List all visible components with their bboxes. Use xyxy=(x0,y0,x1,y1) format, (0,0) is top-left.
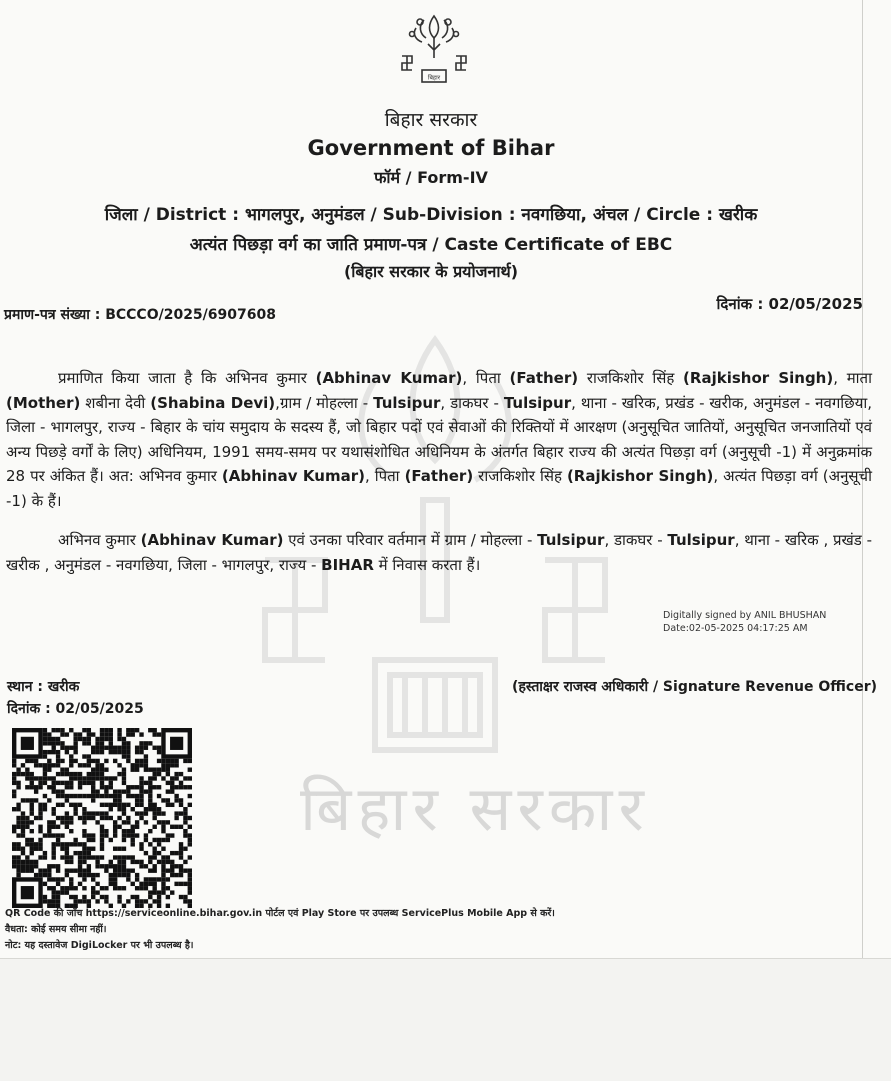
p2-name: (Abhinav Kumar) xyxy=(140,531,284,549)
residence-paragraph xyxy=(6,528,872,577)
emblem-label: बिहार xyxy=(427,74,441,82)
place: स्थान : खरीक xyxy=(7,679,80,695)
p2-text: , डाकघर - xyxy=(604,531,668,549)
digilocker-note: नोट: यह दस्तावेज DigiLocker पर भी उपलब्ध है। xyxy=(5,940,194,951)
p1-village: Tulsipur xyxy=(373,393,441,412)
digital-signature-signer: Digitally signed by ANIL BHUSHAN xyxy=(663,610,827,621)
place-date-block xyxy=(7,676,144,720)
watermark-text: बिहार सरकार xyxy=(300,772,650,845)
p1-text: राजकिशोर सिंह xyxy=(578,369,684,387)
signature-label: (हस्ताक्षर राजस्व अधिकारी / Signature Revenue Officer) xyxy=(512,679,877,695)
p1-text: प्रमाणित किया जाता है कि अभिनव कुमार xyxy=(58,369,316,387)
p1-text: , अत्यंत पिछड़ा वर्ग (अनुसूची -1) के हैं। xyxy=(6,467,872,510)
form-label: फॉर्म / Form-IV xyxy=(374,168,488,187)
p1-father-name: (Rajkishor Singh) xyxy=(683,369,834,387)
p2-state: BIHAR xyxy=(321,555,374,574)
p1-mother-label: (Mother) xyxy=(6,393,81,412)
district-line: जिला / District : भागलपुर, अनुमंडल / Sub-Division : नवगछिया, अंचल / Circle : खरीक xyxy=(104,205,758,225)
footer-notes xyxy=(5,906,555,954)
p2-post-office: Tulsipur xyxy=(667,531,735,549)
p2-text: में निवास करता हैं। xyxy=(373,555,481,574)
p1-father-label: (Father) xyxy=(404,467,474,485)
certification-paragraph xyxy=(6,366,872,513)
p1-father-label: (Father) xyxy=(509,369,579,387)
p1-text: , डाकघर - xyxy=(440,393,504,412)
certificate-purpose: (बिहार सरकार के प्रयोजनार्थ) xyxy=(343,262,519,281)
p1-text: ,ग्राम / मोहल्ला - xyxy=(275,393,374,412)
p1-father-name: (Rajkishor Singh) xyxy=(566,467,714,485)
p1-text: , थाना - खरिक, प्रखंड - खरीक, अनुमंडल - नवगछिया, जिला - भागलपुर, राज्य - बिहार के चांय समुदाय के सदस्य हैं, जो बिहार पदों एवं सेवाओं की रिक्तियों में आरक्षण (अनुसूचित जातियों, अनुसूचित जनजातियों एवं अन्य पिछड़े वर्गों के लिए) अधिनियम, 1991 समय-समय पर यथासंशोधित अधिनियम के अंतर्गत बिहार राज्य की अत्यंत पिछड़ा वर्ग (अनुसूची -1) में अनुक्रमांक 28 पर अंकित हैं। अत: अभिनव कुमार xyxy=(6,393,873,485)
p1-name: (Abhinav Kumar) xyxy=(315,369,463,387)
p1-post-office: Tulsipur xyxy=(503,393,572,412)
p2-village: Tulsipur xyxy=(537,531,605,549)
certificate-number: प्रमाण-पत्र संख्या : BCCCO/2025/6907608 xyxy=(4,307,276,323)
p1-text: , माता xyxy=(833,369,872,387)
qr-verification-note: QR Code की जाँच https://serviceonline.bihar.gov.in पोर्टल एवं Play Store पर उपलब्ध ServicePlus Mobile App से करें। xyxy=(5,908,555,919)
p1-name: (Abhinav Kumar) xyxy=(221,467,365,485)
digital-signature xyxy=(663,609,826,635)
gov-title-hindi: बिहार सरकार xyxy=(384,109,478,131)
p1-text: , पिता xyxy=(462,369,510,387)
certificate-date: दिनांक : 02/05/2025 xyxy=(716,295,863,313)
p1-text: शबीना देवी xyxy=(80,393,151,412)
p1-text: , पिता xyxy=(364,467,405,485)
issue-date: दिनांक : 02/05/2025 xyxy=(7,701,144,717)
digital-signature-date: Date:02-05-2025 04:17:25 AM xyxy=(663,623,808,634)
p1-mother-name: (Shabina Devi) xyxy=(150,393,276,412)
validity-note: वैधता: कोई समय सीमा नहीं। xyxy=(5,924,107,935)
bihar-emblem-icon xyxy=(398,12,470,86)
p2-text: एवं उनका परिवार वर्तमान में ग्राम / मोहल्ला - xyxy=(283,531,538,549)
p2-text: , थाना - खरिक , प्रखंड - खरीक , अनुमंडल - नवगछिया, जिला - भागलपुर, राज्य - xyxy=(6,531,872,574)
qr-code-icon[interactable] xyxy=(12,728,192,908)
p1-text: राजकिशोर सिंह xyxy=(473,467,567,485)
p2-text: अभिनव कुमार xyxy=(58,531,141,549)
gov-title-english: Government of Bihar xyxy=(307,136,555,160)
certificate-title: अत्यंत पिछड़ा वर्ग का जाति प्रमाण-पत्र / Caste Certificate of EBC xyxy=(189,235,673,255)
